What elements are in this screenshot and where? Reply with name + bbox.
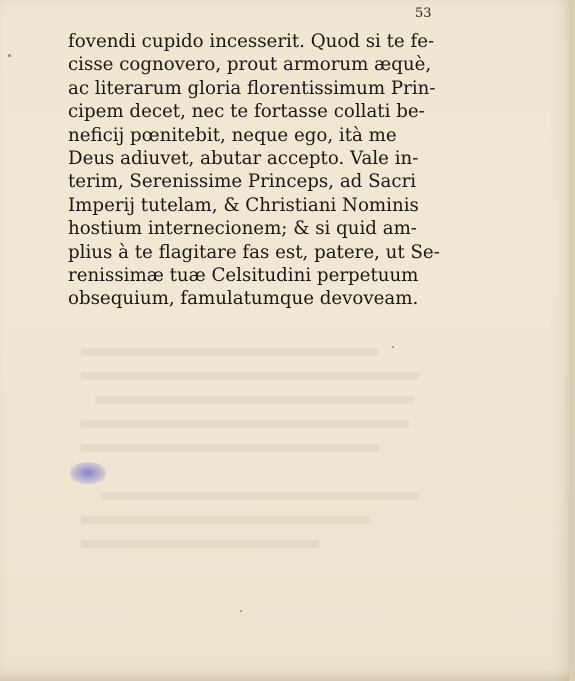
text-line: cipem decet, nec te fortasse collati be-: [68, 101, 425, 123]
text-line: fovendi cupido incesserit. Quod si te fe-: [68, 31, 435, 52]
ink-stain: [70, 462, 106, 484]
text-line: Deus adiuvet, abutar accepto. Vale in-: [68, 147, 419, 169]
show-through-line: [100, 492, 420, 500]
page-number: 53: [415, 6, 432, 21]
show-through-line: [80, 420, 410, 428]
text-line: hostium internecionem; & si quid am-: [68, 218, 417, 240]
text-line: renissimæ tuæ Celsitudini perpetuum: [68, 264, 419, 286]
text-line: obsequium, famulatumque devoveam.: [68, 288, 419, 310]
paper-speck: [392, 346, 394, 348]
show-through-line: [80, 540, 320, 548]
show-through-line: [80, 348, 380, 356]
text-line: terim, Serenissime Princeps, ad Sacri: [68, 171, 417, 193]
text-line: neficij pœnitebit, neque ego, ità me: [68, 124, 397, 146]
paper-speck: [240, 610, 242, 612]
text-line: cisse cognovero, prout armorum æquè,: [68, 54, 432, 76]
text-line: ac literarum gloria florentissimum Prin-: [68, 77, 436, 99]
show-through-line: [80, 444, 380, 452]
text-line: Imperij tutelam, & Christiani Nominis: [68, 194, 419, 216]
body-text: [68, 30, 468, 311]
text-line: plius à te flagitare fas est, patere, ut Se-: [68, 241, 440, 263]
show-through-line: [95, 396, 415, 404]
paper-speck: [8, 54, 11, 57]
show-through-line: [80, 516, 370, 524]
show-through-line: [80, 372, 420, 380]
page-edge: [569, 0, 575, 681]
